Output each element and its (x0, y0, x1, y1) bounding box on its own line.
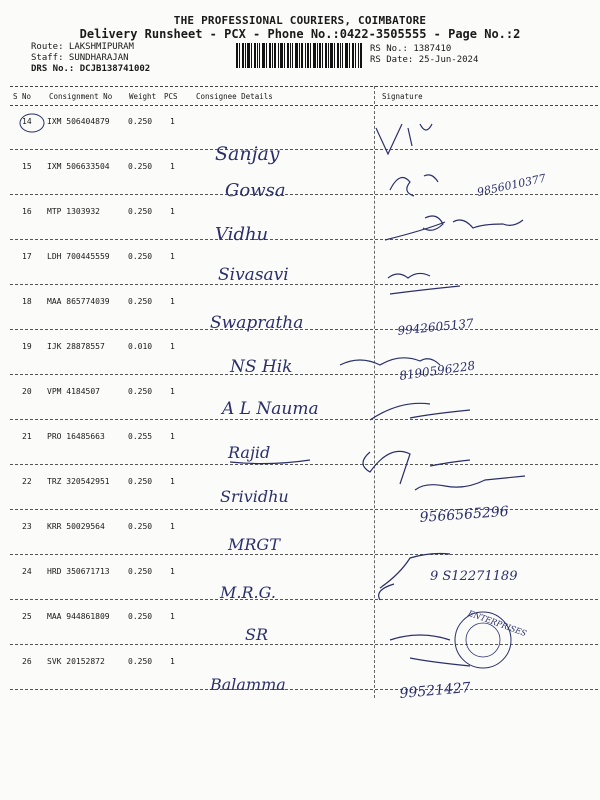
row-consignment: IJK 28878557 (47, 342, 105, 351)
signature-scribble (370, 403, 470, 420)
row-sno: 19 (22, 342, 32, 351)
row-weight: 0.250 (128, 297, 153, 306)
row-weight: 0.250 (128, 477, 153, 486)
col-consignee: Consignee Details (196, 92, 273, 101)
signature-scribble (388, 273, 460, 294)
signature-scribble (340, 358, 440, 365)
row-weight: 0.010 (128, 342, 153, 351)
row-consignment: TRZ 320542951 (47, 477, 110, 486)
row-sno: 25 (22, 612, 32, 621)
row-consignment: HRD 350671713 (47, 567, 110, 576)
runsheet-subtitle: Delivery Runsheet - PCX - Phone No.:0422-3505555 - Page No.:2 (79, 27, 521, 41)
drs-number: DRS No.: DCJB138741002 (31, 64, 151, 74)
handwritten-name: Sanjay (215, 143, 280, 165)
row-consignment: IXM 506633504 (47, 162, 110, 171)
row-weight: 0.250 (128, 657, 153, 666)
row-sno: 20 (22, 387, 32, 396)
row-consignment: VPM 4184507 (47, 387, 100, 396)
handwritten-name: A L Nauma (222, 399, 319, 419)
row-sno: 24 (22, 567, 32, 576)
row-consignment: IXM 506404879 (47, 117, 110, 126)
row-pcs: 1 (170, 207, 175, 216)
route-label: Route: LAKSHMIPURAM (31, 42, 134, 52)
handwritten-number: 9566565296 (419, 503, 510, 526)
row-sno: 17 (22, 252, 32, 261)
row-pcs: 1 (170, 657, 175, 666)
row-weight: 0.250 (128, 117, 153, 126)
handwritten-number: 9856010377 (475, 171, 548, 199)
circle-mark (20, 114, 44, 132)
col-sno: S No (13, 92, 32, 101)
row-weight: 0.255 (128, 432, 153, 441)
handwritten-number: 9942605137 (396, 316, 475, 338)
signature-scribble (376, 124, 432, 154)
signature-scribble (415, 476, 525, 490)
row-consignment: MTP 1303932 (47, 207, 100, 216)
row-weight: 0.250 (128, 207, 153, 216)
signature-scribble (390, 175, 438, 196)
stamp-text: ENTERPRISES (466, 608, 528, 639)
row-consignment: MAA 865774039 (47, 297, 110, 306)
row-pcs: 1 (170, 567, 175, 576)
handwritten-name: Srividhu (220, 487, 289, 506)
handwritten-number: 9 S12271189 (430, 569, 518, 584)
handwritten-name: Rajid (228, 443, 271, 462)
row-weight: 0.250 (128, 162, 153, 171)
handwritten-name: MRGT (228, 535, 280, 554)
staff-label: Staff: SUNDHARAJAN (31, 53, 129, 63)
row-pcs: 1 (170, 162, 175, 171)
handwritten-name: Vidhu (215, 224, 269, 245)
handwritten-number: 8190596228 (398, 358, 477, 383)
handwritten-name: Sivasavi (218, 265, 289, 285)
col-consignment: Consignment No (49, 92, 113, 101)
row-sno: 16 (22, 207, 32, 216)
row-sno: 21 (22, 432, 32, 441)
rs-number: RS No.: 1387410 (370, 44, 452, 54)
row-consignment: PRO 16485663 (47, 432, 105, 441)
row-weight: 0.250 (128, 612, 153, 621)
col-signature: Signature (382, 92, 423, 101)
company-title: THE PROFESSIONAL COURIERS, COIMBATORE (173, 14, 427, 27)
row-pcs: 1 (170, 342, 175, 351)
row-pcs: 1 (170, 432, 175, 441)
company-stamp-inner (466, 623, 500, 657)
handwritten-name: SR (245, 625, 269, 644)
handwritten-name: NS Hik (230, 357, 293, 377)
handwritten-number: 99521427 (398, 679, 472, 702)
row-sno: 18 (22, 297, 32, 306)
rs-date: RS Date: 25-Jun-2024 (370, 55, 479, 65)
col-pcs: PCS (164, 92, 178, 101)
row-pcs: 1 (170, 522, 175, 531)
row-consignment: KRR 50029564 (47, 522, 105, 531)
row-consignment: SVK 20152872 (47, 657, 105, 666)
row-pcs: 1 (170, 117, 175, 126)
signature-scribble (385, 216, 523, 240)
signature-scribble (390, 635, 470, 666)
row-pcs: 1 (170, 477, 175, 486)
handwritten-name: M.R.G. (220, 583, 276, 602)
row-sno: 22 (22, 477, 32, 486)
row-weight: 0.250 (128, 252, 153, 261)
row-pcs: 1 (170, 387, 175, 396)
row-sno: 15 (22, 162, 32, 171)
handwritten-name: Balamma (210, 675, 286, 694)
col-weight: Weight (129, 92, 157, 101)
handwritten-name: Swapratha (210, 313, 304, 333)
row-consignment: LDH 700445559 (47, 252, 110, 261)
row-weight: 0.250 (128, 522, 153, 531)
row-sno: 23 (22, 522, 32, 531)
row-sno: 14 (22, 117, 32, 126)
row-pcs: 1 (170, 252, 175, 261)
row-weight: 0.250 (128, 387, 153, 396)
row-sno: 26 (22, 657, 32, 666)
row-pcs: 1 (170, 297, 175, 306)
row-consignment: MAA 944861809 (47, 612, 110, 621)
row-pcs: 1 (170, 612, 175, 621)
row-weight: 0.250 (128, 567, 153, 576)
handwritten-name: Gowsa (225, 180, 286, 201)
